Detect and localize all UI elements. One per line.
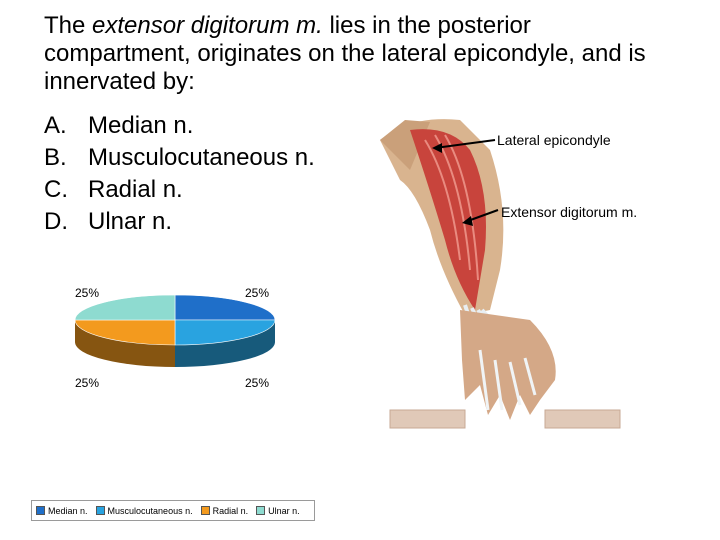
option-c[interactable] bbox=[44, 174, 315, 206]
option-a[interactable] bbox=[44, 110, 315, 142]
question-prefix: The bbox=[44, 12, 93, 39]
option-b[interactable] bbox=[44, 142, 315, 174]
table-rest-left bbox=[390, 410, 465, 428]
hand bbox=[460, 310, 556, 420]
option-d[interactable] bbox=[44, 206, 315, 238]
legend-label: Median n. bbox=[48, 505, 88, 516]
option-text: Radial n. bbox=[88, 176, 183, 203]
legend-swatch bbox=[201, 506, 210, 515]
legend-swatch bbox=[36, 506, 45, 515]
legend-item-radial bbox=[201, 506, 249, 516]
option-letter: D. bbox=[44, 208, 68, 235]
legend-swatch bbox=[96, 506, 105, 515]
option-text: Ulnar n. bbox=[88, 208, 173, 235]
legend-item-median bbox=[36, 506, 88, 516]
answer-options bbox=[44, 110, 315, 238]
legend-item-ulnar bbox=[256, 506, 300, 516]
option-letter: B. bbox=[44, 144, 67, 171]
legend-item-musculocutaneous bbox=[96, 506, 193, 516]
legend-label: Musculocutaneous n. bbox=[107, 505, 193, 516]
question-text bbox=[44, 12, 664, 96]
chart-legend bbox=[31, 500, 315, 521]
legend-label: Ulnar n. bbox=[268, 505, 300, 516]
forearm-illustration bbox=[370, 110, 670, 430]
option-text: Median n. bbox=[88, 112, 194, 139]
question-italic-term: extensor digitorum m. bbox=[92, 12, 323, 39]
legend-label: Radial n. bbox=[212, 505, 249, 516]
question-rest: lies in the posterior compartment, originates on the lateral epicondyle, and is innervated by: bbox=[44, 12, 646, 95]
label-lateral-epicondyle: Lateral epicondyle bbox=[497, 132, 611, 148]
option-text: Musculocutaneous n. bbox=[88, 144, 315, 171]
pct-label-bottom-left: 25% bbox=[75, 376, 100, 390]
table-rest-right bbox=[545, 410, 620, 428]
option-letter: C. bbox=[44, 176, 68, 203]
pct-label-top-left: 25% bbox=[75, 286, 100, 300]
option-letter: A. bbox=[44, 112, 67, 139]
label-extensor-digitorum: Extensor digitorum m. bbox=[501, 204, 638, 220]
pct-label-top-right: 25% bbox=[245, 286, 270, 300]
legend-swatch bbox=[256, 506, 265, 515]
pct-label-bottom-right: 25% bbox=[245, 376, 270, 390]
